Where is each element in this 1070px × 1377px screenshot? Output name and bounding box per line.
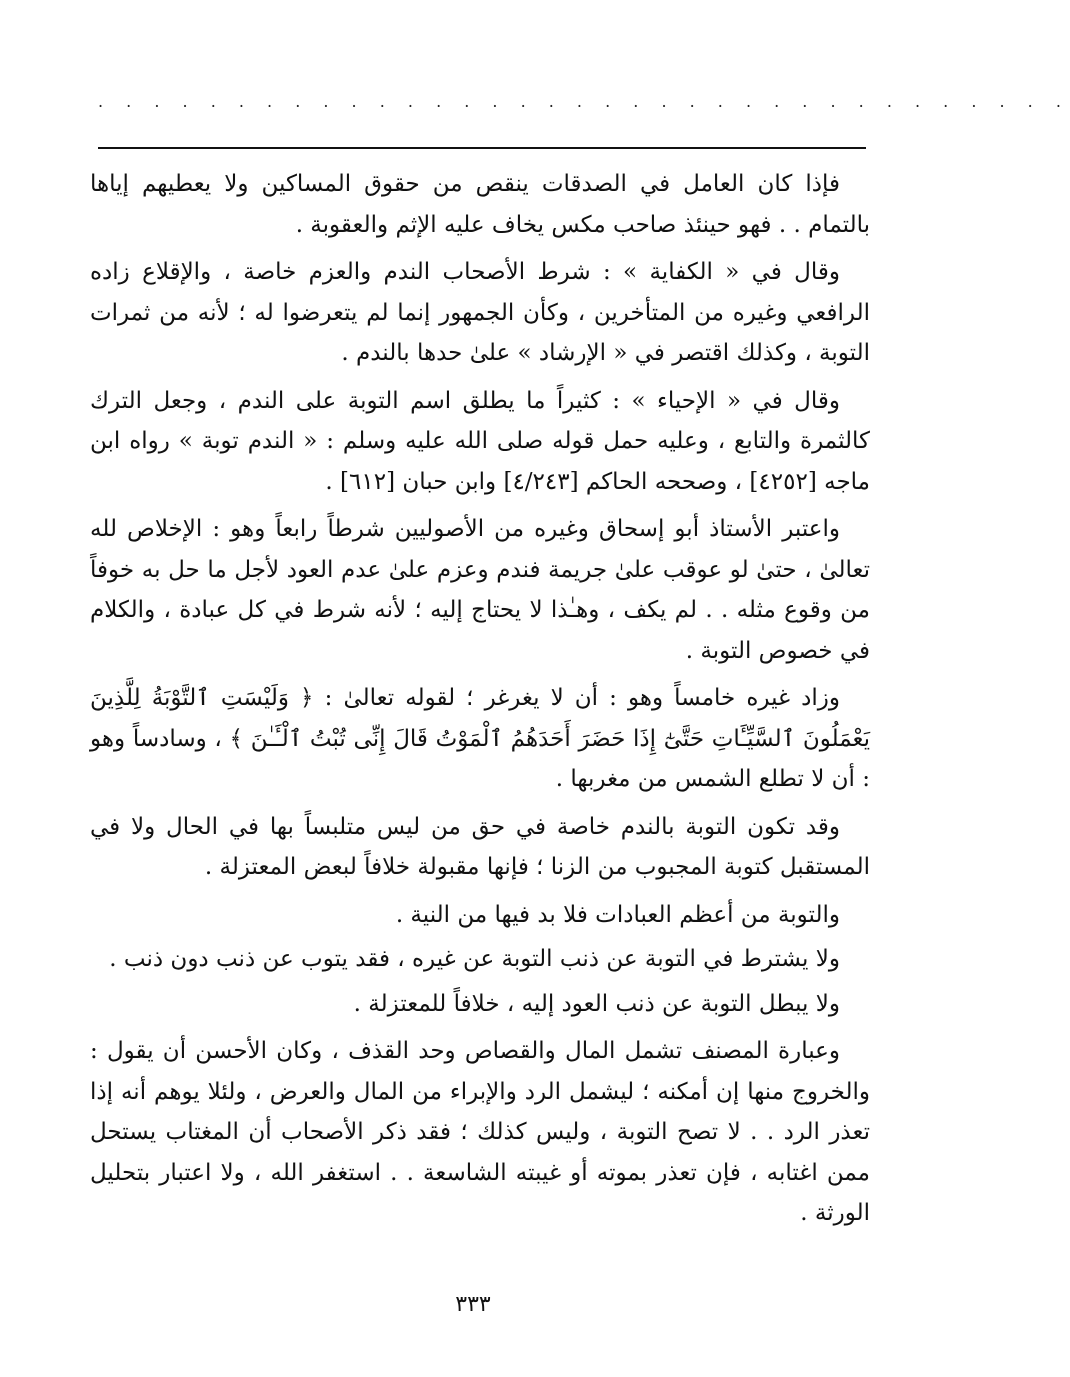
page-number: ٣٣٣ — [455, 1292, 491, 1317]
paragraph-partial-repentance: ولا يشترط في التوبة عن ذنب التوبة عن غيره ، فقد يتوب عن ذنب دون ذنب . — [109, 946, 840, 972]
paragraph-sadaqat-collector: فإذا كان العامل في الصدقات ينقص من حقوق المساكين ولا يعطيهم إياها بالتمام . . فهو حينئذ صاحب مكس يخاف عليه الإثم والعقوبة . — [90, 171, 870, 238]
paragraph-kifaya: وقال في « الكفاية » : شرط الأصحاب الندم والعزم خاصة ، والإقلاع زاده الرافعي وغيره من المتأخرين ، وكأن الجمهور إنما لم يتعرضوا له ؛ لأنه من ثمرات التوبة ، وكذلك اقتصر في « الإرشاد » علىٰ حدها بالندم . — [90, 259, 870, 366]
paragraph-ihya: وقال في « الإحياء » : كثيراً ما يطلق اسم التوبة على الندم ، وجعل الترك كالثمرة والتابع ، وعليه حمل قوله صلى الله عليه وسلم : « الندم توبة » رواه ابن ماجه [٤٢٥٢] ، وصححه الحاكم [٤/٢٤٣] وابن حبان [٦١٢] . — [90, 387, 870, 495]
body-text — [90, 164, 870, 1241]
paragraph-fifth-sixth-conditions: وزاد غيره خامساً وهو : أن لا يغرغر ؛ لقوله تعالىٰ : ﴿ وَلَيْسَتِ ٱلتَّوْبَةُ لِلَّذِينَ يَعْمَلُونَ ٱلسَّيِّـَٔاتِ حَتَّىٰٓ إِذَا حَضَرَ أَحَدَهُمُ ٱلْمَوْتُ قَالَ إِنِّى تُبْتُ ٱلْـَٔـٰنَ ﴾ ، وسادساً وهو : أن لا تطلع الشمس من مغربها . — [90, 685, 870, 792]
paragraph-majbub-repentance: وقد تكون التوبة بالندم خاصة في حق من ليس متلبساً بها في الحال ولا في المستقبل كتوبة المجبوب من الزنا ؛ فإنها مقبولة خلافاً لبعض المعتزلة . — [90, 813, 870, 880]
paragraph-ikhlas-condition: واعتبر الأستاذ أبو إسحاق وغيره من الأصوليين شرطاً رابعاً وهو : الإخلاص لله تعالىٰ ، حتىٰ لو عوقب علىٰ جريمة فندم وعزم علىٰ عدم العود لأجل ما حل به خوفاً من وقوع مثله . . لم يكف ، وهـٰذا لا يحتاج إليه ؛ لأنه شرط في كل عبادة ، والكلام في خصوص التوبة . — [90, 516, 870, 664]
header-rule — [98, 147, 866, 149]
header-dot-leader: . . . . . . . . . . . . . . . . . . . . . . . . . . . . . . . . . . . — [98, 92, 1070, 111]
paragraph-author-wording: وعبارة المصنف تشمل المال والقصاص وحد القذف ، وكان الأحسن أن يقول : والخروج منها إن أمكنه ؛ ليشمل الرد والإبراء من المال والعرض ، ولئلا يوهم أنه إذا تعذر الرد . . لا تصح التوبة ، وليس كذلك ؛ فقد ذكر الأصحاب أن المغتاب يستحل ممن اغتابه ، فإن تعذر بموته أو غيبته الشاسعة . . استغفر الله ، ولا اعتبار بتحليل الورثة . — [90, 1038, 870, 1226]
paragraph-relapse: ولا يبطل التوبة عن ذنب العود إليه ، خلافاً للمعتزلة . — [353, 990, 840, 1017]
paragraph-intention: والتوبة من أعظم العبادات فلا بد فيها من النية . — [395, 901, 840, 928]
